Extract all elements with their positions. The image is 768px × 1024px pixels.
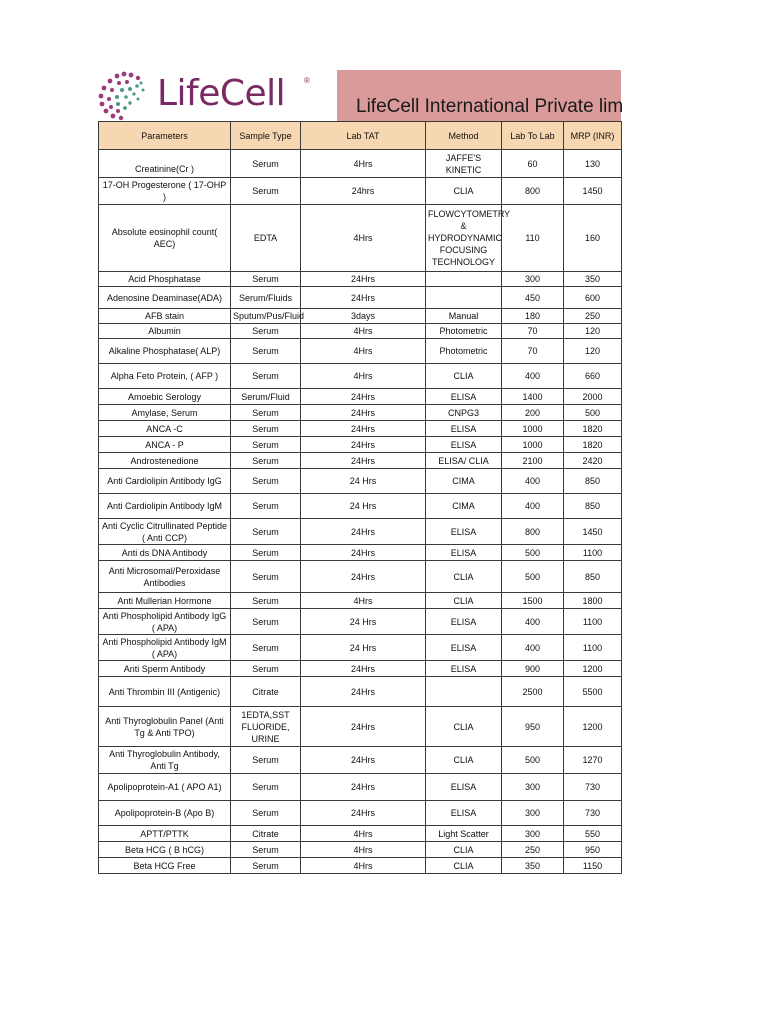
cell-lab-tat: 24 Hrs (301, 609, 426, 635)
cell-lab-to-lab: 950 (502, 707, 564, 747)
cell-method: CLIA (426, 178, 502, 205)
table-row (99, 747, 622, 774)
cell-lab-tat: 24Hrs (301, 774, 426, 801)
cell-method: ELISA/ CLIA (426, 453, 502, 469)
cell-sample-type: Serum/Fluid (231, 389, 301, 405)
table-row (99, 774, 622, 801)
cell-lab-tat: 4Hrs (301, 364, 426, 389)
cell-mrp: 660 (564, 364, 622, 389)
cell-mrp: 1820 (564, 421, 622, 437)
cell-lab-tat: 24Hrs (301, 421, 426, 437)
cell-lab-to-lab: 110 (502, 205, 564, 272)
cell-method: ELISA (426, 437, 502, 453)
cell-method: CLIA (426, 707, 502, 747)
cell-mrp: 1450 (564, 519, 622, 545)
cell-sample-type: 1EDTA,SST FLUORIDE, URINE (231, 707, 301, 747)
cell-method: Light Scatter (426, 826, 502, 842)
table-row (99, 842, 622, 858)
cell-lab-to-lab: 500 (502, 545, 564, 561)
cell-lab-tat: 24Hrs (301, 801, 426, 826)
cell-mrp: 500 (564, 405, 622, 421)
cell-method: ELISA (426, 421, 502, 437)
cell-parameter: Anti Mullerian Hormone (99, 593, 231, 609)
cell-sample-type: Serum (231, 339, 301, 364)
cell-lab-tat: 4Hrs (301, 826, 426, 842)
cell-lab-to-lab: 2100 (502, 453, 564, 469)
cell-parameter: Amoebic Serology (99, 389, 231, 405)
cell-lab-to-lab: 70 (502, 324, 564, 339)
cell-sample-type: Serum (231, 842, 301, 858)
cell-parameter: Absolute eosinophil count( AEC) (99, 205, 231, 272)
cell-mrp: 1820 (564, 437, 622, 453)
cell-mrp: 1270 (564, 747, 622, 774)
cell-parameter: Alkaline Phosphatase( ALP) (99, 339, 231, 364)
cell-lab-to-lab: 300 (502, 801, 564, 826)
cell-lab-to-lab: 350 (502, 858, 564, 874)
cell-mrp: 1450 (564, 178, 622, 205)
cell-lab-to-lab: 450 (502, 287, 564, 309)
cell-sample-type: EDTA (231, 205, 301, 272)
table-row (99, 469, 622, 494)
cell-sample-type: Serum (231, 774, 301, 801)
table-row (99, 635, 622, 661)
table-row (99, 437, 622, 453)
cell-lab-to-lab: 1000 (502, 437, 564, 453)
cell-lab-to-lab: 180 (502, 309, 564, 324)
cell-method (426, 272, 502, 287)
cell-lab-to-lab: 1400 (502, 389, 564, 405)
cell-parameter: Anti Cardiolipin Antibody IgM (99, 494, 231, 519)
cell-sample-type: Serum (231, 150, 301, 178)
cell-mrp: 1150 (564, 858, 622, 874)
cell-lab-to-lab: 2500 (502, 677, 564, 707)
cell-lab-tat: 24 Hrs (301, 494, 426, 519)
cell-mrp: 1200 (564, 661, 622, 677)
cell-lab-tat: 24Hrs (301, 453, 426, 469)
cell-parameter: Alpha Feto Protein, ( AFP ) (99, 364, 231, 389)
cell-parameter: AFB stain (99, 309, 231, 324)
cell-mrp: 2000 (564, 389, 622, 405)
table-row (99, 421, 622, 437)
page-title: LifeCell International Private lim (356, 96, 624, 117)
cell-mrp: 250 (564, 309, 622, 324)
cell-lab-to-lab: 300 (502, 826, 564, 842)
table-row (99, 801, 622, 826)
cell-mrp: 1800 (564, 593, 622, 609)
cell-parameter: ANCA -C (99, 421, 231, 437)
cell-lab-tat: 4Hrs (301, 842, 426, 858)
cell-lab-to-lab: 900 (502, 661, 564, 677)
cell-mrp: 1100 (564, 609, 622, 635)
cell-mrp: 1100 (564, 635, 622, 661)
table-row (99, 561, 622, 593)
table-row (99, 272, 622, 287)
cell-lab-tat: 24Hrs (301, 405, 426, 421)
cell-method: ELISA (426, 774, 502, 801)
cell-parameter: Beta HCG Free (99, 858, 231, 874)
cell-mrp: 160 (564, 205, 622, 272)
cell-method: ELISA (426, 661, 502, 677)
brand-name: LifeCell (157, 73, 286, 114)
cell-mrp: 850 (564, 561, 622, 593)
cell-lab-to-lab: 400 (502, 609, 564, 635)
cell-lab-to-lab: 800 (502, 519, 564, 545)
cell-parameter: Anti ds DNA Antibody (99, 545, 231, 561)
cell-method: ELISA (426, 519, 502, 545)
cell-lab-tat: 24hrs (301, 178, 426, 205)
cell-sample-type: Serum (231, 661, 301, 677)
table-row (99, 405, 622, 421)
cell-method: Photometric (426, 324, 502, 339)
cell-lab-to-lab: 60 (502, 150, 564, 178)
cell-sample-type: Serum (231, 272, 301, 287)
cell-mrp: 550 (564, 826, 622, 842)
cell-sample-type: Sputum/Pus/Fluid (231, 309, 301, 324)
table-row (99, 364, 622, 389)
cell-mrp: 5500 (564, 677, 622, 707)
cell-parameter: ANCA - P (99, 437, 231, 453)
cell-sample-type: Serum (231, 801, 301, 826)
cell-lab-to-lab: 1000 (502, 421, 564, 437)
cell-sample-type: Serum (231, 364, 301, 389)
cell-parameter: Anti Cyclic Citrullinated Peptide ( Anti CCP) (99, 519, 231, 545)
cell-mrp: 730 (564, 801, 622, 826)
cell-method: JAFFE'S KINETIC (426, 150, 502, 178)
cell-sample-type: Serum (231, 747, 301, 774)
cell-method: CLIA (426, 364, 502, 389)
cell-lab-tat: 24Hrs (301, 437, 426, 453)
cell-parameter: Beta HCG ( B hCG) (99, 842, 231, 858)
cell-method: ELISA (426, 801, 502, 826)
table-row (99, 178, 622, 205)
col-header-mrp: MRP (INR) (564, 122, 622, 150)
cell-lab-tat: 24Hrs (301, 272, 426, 287)
col-header-sample-type: Sample Type (231, 122, 301, 150)
cell-sample-type: Serum (231, 519, 301, 545)
cell-parameter: Apolipoprotein-A1 ( APO A1) (99, 774, 231, 801)
cell-sample-type: Serum (231, 324, 301, 339)
cell-lab-tat: 24Hrs (301, 389, 426, 405)
cell-sample-type: Citrate (231, 826, 301, 842)
cell-parameter: Anti Thyroglobulin Panel (Anti Tg & Anti TPO) (99, 707, 231, 747)
cell-method: Manual (426, 309, 502, 324)
cell-sample-type: Serum (231, 593, 301, 609)
cell-lab-tat: 4Hrs (301, 205, 426, 272)
table-row (99, 150, 622, 178)
table-body (99, 150, 622, 874)
cell-sample-type: Serum (231, 437, 301, 453)
cell-parameter: Anti Thyroglobulin Antibody, Anti Tg (99, 747, 231, 774)
table-row (99, 661, 622, 677)
cell-method (426, 287, 502, 309)
cell-lab-to-lab: 250 (502, 842, 564, 858)
title-band (337, 70, 624, 121)
table-row (99, 858, 622, 874)
cell-lab-tat: 4Hrs (301, 593, 426, 609)
cell-lab-to-lab: 200 (502, 405, 564, 421)
cell-lab-to-lab: 800 (502, 178, 564, 205)
cell-parameter: Anti Thrombin III (Antigenic) (99, 677, 231, 707)
cell-lab-tat: 4Hrs (301, 324, 426, 339)
cell-parameter: Androstenedione (99, 453, 231, 469)
col-header-lab-to-lab: Lab To Lab (502, 122, 564, 150)
col-header-method: Method (426, 122, 502, 150)
cell-lab-tat: 24Hrs (301, 677, 426, 707)
cell-sample-type: Serum (231, 421, 301, 437)
cell-parameter: APTT/PTTK (99, 826, 231, 842)
cell-mrp: 1200 (564, 707, 622, 747)
cell-lab-to-lab: 70 (502, 339, 564, 364)
cell-lab-to-lab: 400 (502, 469, 564, 494)
cell-mrp: 130 (564, 150, 622, 178)
table-row (99, 389, 622, 405)
cell-mrp: 730 (564, 774, 622, 801)
cell-mrp: 2420 (564, 453, 622, 469)
cell-method: Photometric (426, 339, 502, 364)
cell-method: CLIA (426, 593, 502, 609)
cell-parameter: Acid Phosphatase (99, 272, 231, 287)
cell-lab-tat: 24Hrs (301, 561, 426, 593)
table-row (99, 519, 622, 545)
logo-dots-icon (97, 68, 155, 124)
cell-mrp: 850 (564, 469, 622, 494)
table-row (99, 287, 622, 309)
cell-parameter: Apolipoprotein-B (Apo B) (99, 801, 231, 826)
cell-mrp: 950 (564, 842, 622, 858)
table-header-row (99, 122, 622, 150)
table-row (99, 545, 622, 561)
cell-method: FLOWCYTOMETRY & HYDRODYNAMIC FOCUSING TECHNOLOGY (426, 205, 502, 272)
cell-mrp: 1100 (564, 545, 622, 561)
price-table (98, 121, 622, 874)
cell-lab-to-lab: 500 (502, 747, 564, 774)
cell-mrp: 600 (564, 287, 622, 309)
cell-lab-to-lab: 400 (502, 635, 564, 661)
cell-lab-tat: 24Hrs (301, 747, 426, 774)
cell-lab-to-lab: 300 (502, 272, 564, 287)
cell-method: CLIA (426, 842, 502, 858)
cell-mrp: 120 (564, 339, 622, 364)
cell-sample-type: Serum (231, 494, 301, 519)
cell-method: ELISA (426, 545, 502, 561)
cell-method: ELISA (426, 389, 502, 405)
cell-lab-to-lab: 400 (502, 494, 564, 519)
cell-method: CLIA (426, 858, 502, 874)
cell-method: CNPG3 (426, 405, 502, 421)
table-row (99, 826, 622, 842)
lifecell-logo (97, 68, 327, 124)
table-row (99, 309, 622, 324)
cell-mrp: 350 (564, 272, 622, 287)
registered-mark: ® (304, 76, 310, 85)
cell-lab-tat: 24Hrs (301, 661, 426, 677)
table-row (99, 593, 622, 609)
cell-method: CLIA (426, 747, 502, 774)
table-row (99, 494, 622, 519)
cell-sample-type: Serum (231, 609, 301, 635)
cell-parameter: Anti Sperm Antibody (99, 661, 231, 677)
cell-parameter: Anti Cardiolipin Antibody IgG (99, 469, 231, 494)
cell-sample-type: Serum (231, 561, 301, 593)
cell-sample-type: Serum (231, 453, 301, 469)
cell-method: CIMA (426, 469, 502, 494)
cell-method (426, 677, 502, 707)
cell-lab-to-lab: 500 (502, 561, 564, 593)
cell-sample-type: Serum (231, 405, 301, 421)
cell-sample-type: Citrate (231, 677, 301, 707)
cell-mrp: 120 (564, 324, 622, 339)
cell-parameter: Amylase, Serum (99, 405, 231, 421)
cell-mrp: 850 (564, 494, 622, 519)
cell-lab-tat: 24Hrs (301, 545, 426, 561)
cell-lab-tat: 24Hrs (301, 519, 426, 545)
cell-method: ELISA (426, 635, 502, 661)
table-row (99, 324, 622, 339)
cell-sample-type: Serum (231, 545, 301, 561)
cell-lab-tat: 4Hrs (301, 858, 426, 874)
cell-lab-tat: 24 Hrs (301, 635, 426, 661)
table-row (99, 677, 622, 707)
cell-lab-to-lab: 400 (502, 364, 564, 389)
cell-lab-tat: 24Hrs (301, 707, 426, 747)
cell-sample-type: Serum (231, 635, 301, 661)
cell-sample-type: Serum (231, 858, 301, 874)
cell-sample-type: Serum (231, 178, 301, 205)
table-row (99, 609, 622, 635)
table-row (99, 339, 622, 364)
cell-method: CLIA (426, 561, 502, 593)
cell-method: ELISA (426, 609, 502, 635)
cell-lab-tat: 24 Hrs (301, 469, 426, 494)
cell-parameter: Adenosine Deaminase(ADA) (99, 287, 231, 309)
cell-lab-tat: 4Hrs (301, 339, 426, 364)
cell-lab-to-lab: 1500 (502, 593, 564, 609)
cell-parameter: 17-OH Progesterone ( 17-OHP ) (99, 178, 231, 205)
table-row (99, 205, 622, 272)
cell-parameter: Anti Phospholipid Antibody IgM ( APA) (99, 635, 231, 661)
cell-parameter: Anti Phospholipid Antibody IgG ( APA) (99, 609, 231, 635)
cell-parameter: Albumin (99, 324, 231, 339)
cell-parameter: Creatinine(Cr ) (99, 150, 231, 178)
col-header-lab-tat: Lab TAT (301, 122, 426, 150)
cell-lab-tat: 3days (301, 309, 426, 324)
cell-method: CIMA (426, 494, 502, 519)
table-row (99, 707, 622, 747)
cell-lab-tat: 24Hrs (301, 287, 426, 309)
cell-sample-type: Serum (231, 469, 301, 494)
table-row (99, 453, 622, 469)
cell-parameter: Anti Microsomal/Peroxidase Antibodies (99, 561, 231, 593)
col-header-parameters: Parameters (99, 122, 231, 150)
cell-lab-tat: 4Hrs (301, 150, 426, 178)
cell-sample-type: Serum/Fluids (231, 287, 301, 309)
cell-lab-to-lab: 300 (502, 774, 564, 801)
